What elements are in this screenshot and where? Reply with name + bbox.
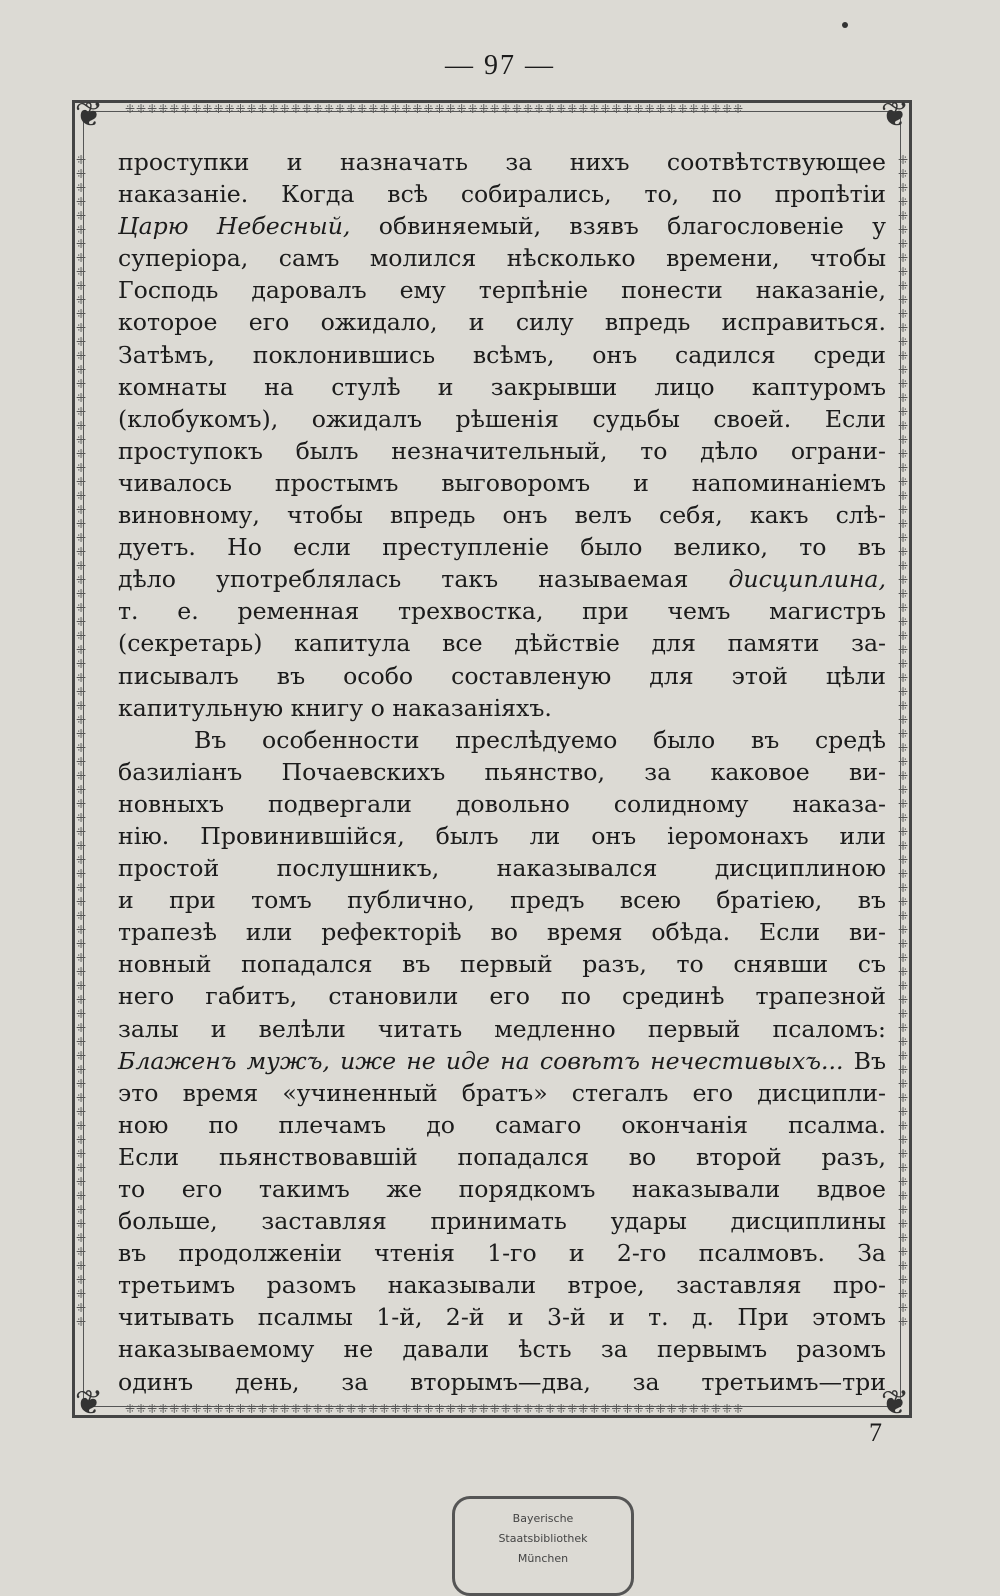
text-run: одинъ день, за вторымъ—два, за третьимъ—три bbox=[118, 1367, 886, 1396]
text-line bbox=[118, 146, 886, 178]
corner-flourish-icon: ❦ bbox=[74, 1383, 104, 1423]
text-run: новныхъ подвергали довольно солидному наказа- bbox=[118, 789, 886, 818]
text-run: наказаніе. Когда всѣ собирались, то, по пропѣтіи bbox=[118, 180, 886, 209]
text-run: простой послушникъ, наказывался дисциплиною bbox=[118, 854, 886, 883]
text-line bbox=[118, 1269, 886, 1301]
corner-flourish-icon: ❦ bbox=[880, 95, 910, 135]
text-line bbox=[118, 1237, 886, 1269]
text-run: дуетъ. Но если преступленіе было велико, то въ bbox=[118, 533, 886, 562]
text-run: т. е. ременная трехвостка, при чемъ магистръ bbox=[118, 597, 886, 626]
text-line bbox=[118, 403, 886, 435]
text-line bbox=[118, 788, 886, 820]
text-line bbox=[118, 435, 886, 467]
text-line bbox=[118, 371, 886, 403]
text-line bbox=[118, 884, 886, 916]
text-run: больше, заставляя принимать удары дисциплины bbox=[118, 1207, 886, 1236]
text-line bbox=[118, 306, 886, 338]
library-stamp bbox=[452, 1496, 634, 1596]
text-line bbox=[118, 1301, 886, 1333]
text-run: нію. Провинившійся, былъ ли онъ іеромонахъ или bbox=[118, 821, 886, 850]
text-line bbox=[118, 692, 886, 724]
text-run: (секретарь) капитула все дѣйствіе для памяти за- bbox=[118, 629, 886, 658]
text-run: новный попадался въ первый разъ, то снявши съ bbox=[118, 950, 886, 979]
text-run: Въ особенности преслѣдуемо было въ средѣ bbox=[194, 725, 886, 754]
text-line bbox=[118, 242, 886, 274]
border-ornament-right: ⁜ ⁜ ⁜ ⁜ ⁜ ⁜ ⁜ ⁜ ⁜ ⁜ ⁜ ⁜ ⁜ ⁜ ⁜ ⁜ ⁜ ⁜ ⁜ ⁜ ⁜ ⁜ ⁜ ⁜ ⁜ ⁜ ⁜ ⁜ ⁜ ⁜ ⁜ ⁜ ⁜ ⁜ ⁜ ⁜ ⁜ ⁜ ⁜ ⁜ ⁜ ⁜ ⁜ ⁜ ⁜ ⁜ ⁜ ⁜ ⁜ ⁜ ⁜ ⁜ ⁜ ⁜ ⁜ ⁜ ⁜ ⁜ ⁜ ⁜ ⁜ ⁜ ⁜ ⁜ ⁜ ⁜ ⁜ ⁜ ⁜ ⁜ ⁜ ⁜ ⁜ ⁜ ⁜ ⁜ ⁜ ⁜ ⁜ ⁜ ⁜ ⁜ ⁜ ⁜ bbox=[897, 153, 909, 1329]
text-line bbox=[118, 1366, 886, 1398]
text-run: него габитъ, становили его по срединѣ трапезной bbox=[118, 982, 886, 1011]
border-ornament-left: ⁜ ⁜ ⁜ ⁜ ⁜ ⁜ ⁜ ⁜ ⁜ ⁜ ⁜ ⁜ ⁜ ⁜ ⁜ ⁜ ⁜ ⁜ ⁜ ⁜ ⁜ ⁜ ⁜ ⁜ ⁜ ⁜ ⁜ ⁜ ⁜ ⁜ ⁜ ⁜ ⁜ ⁜ ⁜ ⁜ ⁜ ⁜ ⁜ ⁜ ⁜ ⁜ ⁜ ⁜ ⁜ ⁜ ⁜ ⁜ ⁜ ⁜ ⁜ ⁜ ⁜ ⁜ ⁜ ⁜ ⁜ ⁜ ⁜ ⁜ ⁜ ⁜ ⁜ ⁜ ⁜ ⁜ ⁜ ⁜ ⁜ ⁜ ⁜ ⁜ ⁜ ⁜ ⁜ ⁜ ⁜ ⁜ ⁜ ⁜ ⁜ ⁜ ⁜ ⁜ bbox=[75, 153, 87, 1329]
text-line bbox=[118, 724, 886, 756]
corner-flourish-icon: ❦ bbox=[880, 1383, 910, 1423]
text-run: комнаты на стулѣ и закрывши лицо каптуромъ bbox=[118, 372, 886, 401]
text-run: капитульную книгу о наказаніяхъ. bbox=[118, 693, 552, 722]
text-line bbox=[118, 1109, 886, 1141]
text-run: базиліанъ Почаевскихъ пьянство, за каковое ви- bbox=[118, 757, 886, 786]
text-line bbox=[118, 178, 886, 210]
text-run: это время «учиненный братъ» стегалъ его дисципли- bbox=[118, 1078, 886, 1107]
text-line bbox=[118, 660, 886, 692]
text-line bbox=[118, 1205, 886, 1237]
text-line bbox=[118, 1141, 886, 1173]
text-run: писывалъ въ особо составленую для этой цѣли bbox=[118, 661, 886, 690]
text-run: виновному, чтобы впредь онъ велъ себя, какъ слѣ- bbox=[118, 501, 886, 530]
ink-speck bbox=[842, 22, 848, 28]
text-line bbox=[118, 1045, 886, 1077]
body-text bbox=[118, 146, 886, 1398]
stamp-line: Bayerische bbox=[512, 1512, 574, 1525]
italic-phrase: Царю Небесный, bbox=[118, 212, 351, 241]
text-line bbox=[118, 627, 886, 659]
text-line bbox=[118, 948, 886, 980]
border-ornament-top: ⁜⁜⁜⁜⁜⁜⁜⁜⁜⁜⁜⁜⁜⁜⁜⁜⁜⁜⁜⁜⁜⁜⁜⁜⁜⁜⁜⁜⁜⁜⁜⁜⁜⁜⁜⁜⁜⁜⁜⁜⁜⁜⁜⁜⁜⁜⁜⁜⁜⁜⁜⁜⁜⁜⁜⁜ bbox=[125, 102, 745, 116]
text-run: ною по плечамъ до самаго окончанія псалма. bbox=[118, 1110, 886, 1139]
text-line bbox=[118, 1077, 886, 1109]
border-ornament-bottom: ⁜⁜⁜⁜⁜⁜⁜⁜⁜⁜⁜⁜⁜⁜⁜⁜⁜⁜⁜⁜⁜⁜⁜⁜⁜⁜⁜⁜⁜⁜⁜⁜⁜⁜⁜⁜⁜⁜⁜⁜⁜⁜⁜⁜⁜⁜⁜⁜⁜⁜⁜⁜⁜⁜⁜⁜ bbox=[125, 1402, 745, 1416]
text-line bbox=[118, 1013, 886, 1045]
corner-flourish-icon: ❦ bbox=[74, 95, 104, 135]
signature-mark: 7 bbox=[869, 1418, 882, 1447]
text-run: Въ bbox=[843, 1046, 886, 1075]
italic-phrase: дисциплина, bbox=[728, 565, 886, 594]
text-line bbox=[118, 563, 886, 595]
text-line bbox=[118, 467, 886, 499]
text-line bbox=[118, 756, 886, 788]
text-run: и при томъ публично, предъ всею братіею, въ bbox=[118, 886, 886, 915]
text-run: то его такимъ же порядкомъ наказывали вдвое bbox=[118, 1175, 886, 1203]
text-run: Если пьянствовавшій попадался во второй разъ, bbox=[118, 1142, 886, 1171]
text-line bbox=[118, 852, 886, 884]
text-run: (клобукомъ), ожидалъ рѣшенія судьбы своей. Если bbox=[118, 404, 886, 433]
stamp-line: Staatsbibliothek bbox=[498, 1532, 588, 1545]
text-line bbox=[118, 274, 886, 306]
text-run: суперіора, самъ молился нѣсколько времени, чтобы bbox=[118, 244, 886, 273]
text-run: дѣло употреблялась такъ называемая bbox=[118, 565, 729, 594]
text-line bbox=[118, 820, 886, 852]
text-run: чивалось простымъ выговоромъ и напоминаніемъ bbox=[118, 468, 886, 497]
text-run: читывать псалмы 1-й, 2-й и 3-й и т. д. При этомъ bbox=[118, 1303, 886, 1332]
italic-phrase: Блаженъ мужъ, иже не иде на совѣтъ нечестивыхъ... bbox=[118, 1046, 844, 1075]
page-number: — 97 — bbox=[445, 50, 555, 81]
text-run: которое его ожидало, и силу впредь исправиться. bbox=[118, 308, 886, 337]
text-line bbox=[118, 1333, 886, 1365]
text-run: наказываемому не давали ѣсть за первымъ разомъ bbox=[118, 1335, 886, 1364]
text-line bbox=[118, 595, 886, 627]
text-line bbox=[118, 1173, 886, 1205]
stamp-line: München bbox=[517, 1552, 569, 1565]
text-run: проступокъ былъ незначительный, то дѣло ограни- bbox=[118, 436, 886, 465]
text-line bbox=[118, 339, 886, 371]
text-line bbox=[118, 916, 886, 948]
text-run: проступки и назначать за нихъ соотвѣтствующее bbox=[118, 148, 886, 176]
text-run: залы и велѣли читать медленно первый псаломъ: bbox=[118, 1014, 886, 1043]
text-run: Господь даровалъ ему терпѣніе понести наказаніе, bbox=[118, 276, 886, 305]
text-line bbox=[118, 210, 886, 242]
text-run: третьимъ разомъ наказывали втрое, заставляя про- bbox=[118, 1271, 886, 1300]
text-run: въ продолженіи чтенія 1-го и 2-го псалмовъ. За bbox=[118, 1239, 886, 1268]
text-line bbox=[118, 980, 886, 1012]
text-line bbox=[118, 499, 886, 531]
text-line bbox=[118, 531, 886, 563]
text-run: обвиняемый, взявъ благословеніе у bbox=[350, 212, 886, 241]
text-run: трапезѣ или рефекторіѣ во время обѣда. Если ви- bbox=[118, 918, 886, 947]
text-run: Затѣмъ, поклонившись всѣмъ, онъ садился среди bbox=[118, 340, 886, 369]
